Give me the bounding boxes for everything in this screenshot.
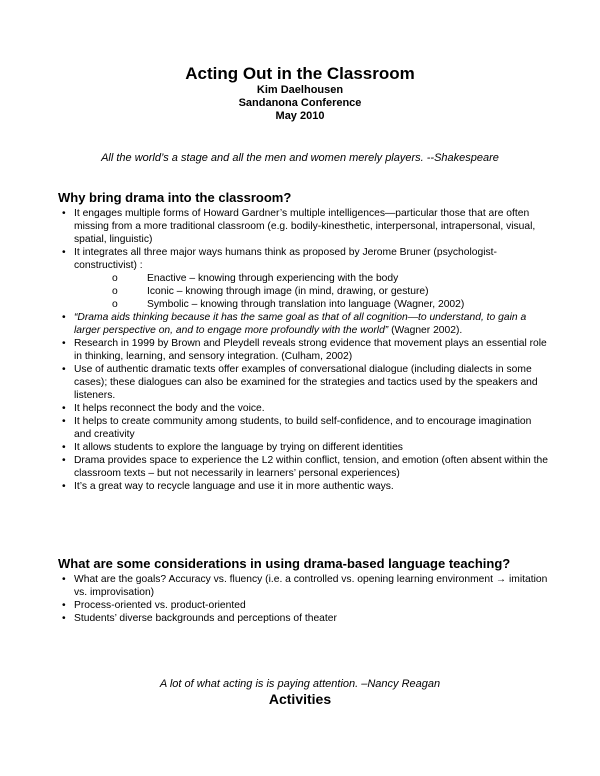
- document-header: [0, 64, 600, 123]
- sub-list-item: [112, 298, 548, 311]
- activities-heading: Activities: [268, 691, 332, 707]
- list-item: [58, 311, 548, 337]
- list-item: [58, 441, 548, 454]
- list-item: [58, 599, 548, 612]
- list-item-text: Drama provides space to experience the L2 within conflict, tension, and emotion (often absent within the classroom texts – but not necessarily in learners’ personal experiences): [74, 455, 548, 479]
- why-drama-list: [58, 207, 548, 493]
- list-item: [58, 454, 548, 480]
- bullet-icon: •: [62, 338, 66, 349]
- list-item-text: What are the goals? Accuracy vs. fluency (i.e. a controlled vs. opening learning environment → imitation vs. improvisation): [74, 574, 548, 598]
- list-item: [58, 612, 548, 625]
- reagan-quote: A lot of what acting is is paying attention. –Nancy Reagan: [159, 678, 441, 690]
- sub-bullet-icon: o: [112, 273, 118, 284]
- bullet-icon: •: [62, 481, 66, 492]
- document-title: Acting Out in the Classroom: [185, 64, 415, 83]
- list-item: [58, 415, 548, 441]
- list-item-text: It allows students to explore the language by trying on different identities: [74, 442, 403, 453]
- list-item-text: It’s a great way to recycle language and use it in more authentic ways.: [74, 481, 394, 492]
- list-item-text: It helps to create community among students, to build self-confidence, and to encourage imagination and creativity: [74, 416, 532, 440]
- bullet-icon: •: [62, 403, 66, 414]
- sub-list-item-text: Symbolic – knowing through translation into language (Wagner, 2002): [147, 299, 465, 310]
- sub-list-item-text: Iconic – knowing through image (in mind, drawing, or gesture): [147, 286, 429, 297]
- sub-list-item-text: Enactive – knowing through experiencing with the body: [147, 273, 399, 284]
- section-heading-considerations: What are some considerations in using drama-based language teaching?: [58, 556, 511, 571]
- bullet-icon: •: [62, 364, 66, 375]
- sub-list-item: [112, 285, 548, 298]
- author-name: Kim Daelhousen: [256, 84, 344, 96]
- list-item: [58, 337, 548, 363]
- bullet-icon: •: [62, 600, 66, 611]
- bullet-icon: •: [62, 574, 66, 585]
- citation-text: (Wagner 2002).: [388, 325, 463, 336]
- bullet-icon: •: [62, 208, 66, 219]
- bullet-icon: •: [62, 613, 66, 624]
- bruner-modes-list: [74, 272, 548, 311]
- list-item-text: It engages multiple forms of Howard Gardner’s multiple intelligences—particular those that are often missing from a more traditional classroom (e.g. bodily-kinesthetic, interpersonal, intrapersonal, visual, spatial, linguistic): [74, 208, 536, 245]
- list-item: [58, 480, 548, 493]
- list-item: [58, 363, 548, 402]
- sub-bullet-icon: o: [112, 286, 118, 297]
- sub-list-item: [112, 272, 548, 285]
- conference-name: Sandanona Conference: [238, 97, 362, 109]
- bullet-icon: •: [62, 455, 66, 466]
- sub-bullet-icon: o: [112, 299, 118, 310]
- list-item-text: Students’ diverse backgrounds and perceptions of theater: [74, 613, 337, 624]
- wagner-quote-text: “Drama aids thinking because it has the same goal as that of all cognition—to understand, to gain a larger perspective on, and to engage more profoundly with the world”: [74, 312, 527, 336]
- list-item: [58, 402, 548, 415]
- bullet-icon: •: [62, 416, 66, 427]
- list-item: [58, 573, 548, 599]
- list-item: [58, 246, 548, 311]
- list-item-text: It helps reconnect the body and the voice.: [74, 403, 265, 414]
- list-item-text: Research in 1999 by Brown and Pleydell reveals strong evidence that movement plays an essential role in thinking, learning, and sensory integration. (Culham, 2002): [74, 338, 547, 362]
- presentation-date: May 2010: [275, 110, 325, 122]
- shakespeare-quote: All the world’s a stage and all the men and women merely players. --Shakespeare: [101, 152, 499, 164]
- bullet-icon: •: [62, 312, 66, 323]
- list-item: [58, 207, 548, 246]
- bullet-icon: •: [62, 247, 66, 258]
- list-item-text: Use of authentic dramatic texts offer examples of conversational dialogue (including dialects in some cases); these dialogues can also be examined for the strategies and tactics used by the speakers and listeners.: [74, 364, 538, 401]
- bullet-icon: •: [62, 442, 66, 453]
- section-heading-why-drama: Why bring drama into the classroom?: [58, 190, 292, 205]
- considerations-list: [58, 573, 548, 625]
- list-item-text: Process-oriented vs. product-oriented: [74, 600, 246, 611]
- list-item-text: It integrates all three major ways humans think as proposed by Jerome Bruner (psychologist-constructivist) :: [74, 247, 497, 271]
